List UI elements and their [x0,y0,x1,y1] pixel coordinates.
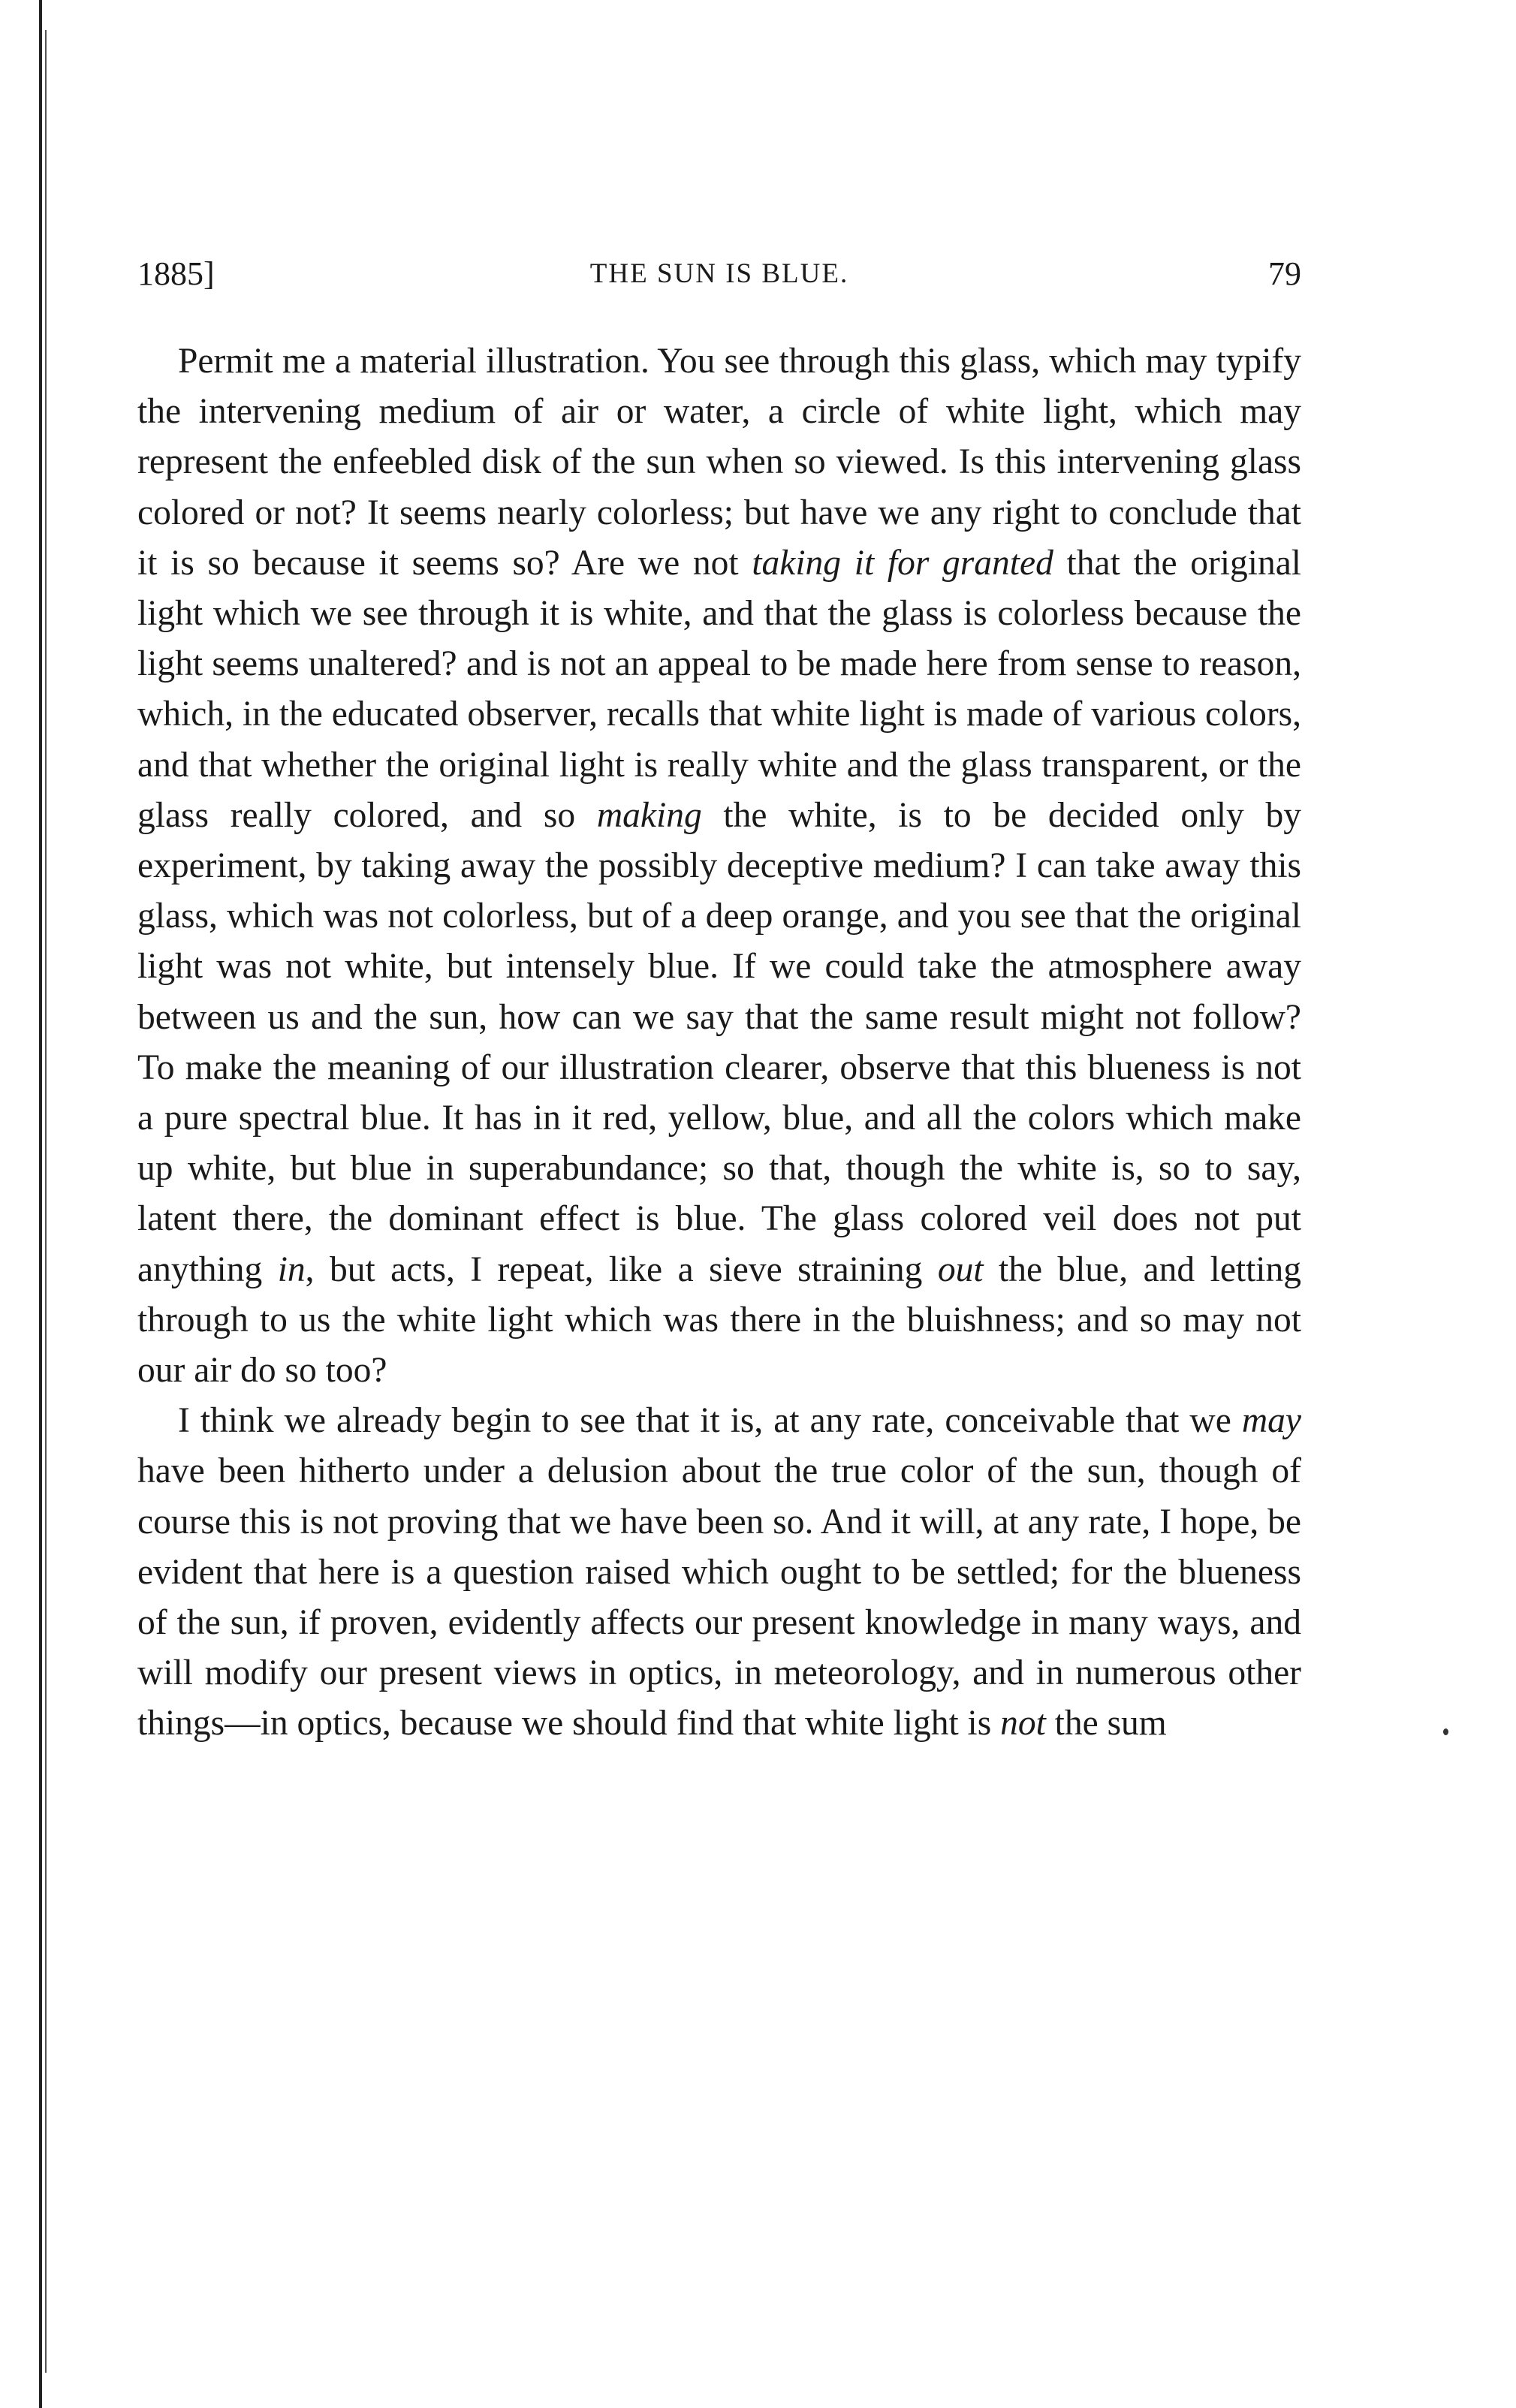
running-header [137,248,1301,300]
text-run: the sum [1045,1704,1167,1743]
italic-text-run: in [277,1249,306,1289]
page-number: 79 [1268,255,1301,292]
running-title: THE SUN IS BLUE. [589,258,849,289]
header-year: 1885] [137,255,215,292]
italic-text-run: taking it for granted [752,543,1053,583]
page-binding-shadow [45,30,47,2373]
book-page [137,248,1301,1749]
paragraph [137,336,1301,1396]
text-run: the blue, and letting through to us the white light which was there in the bluishness; and so may not our air do so too? [137,1249,1301,1391]
text-run: that the original light which we see through it is white, and that the glass is colorless because the light seems unaltered? and is not an appeal to be made here from sense to reason, which, in the educated observer, recalls that white light is made of various colors, and that whether the original light is really white and the glass transparent, or the glass really colored, and so [137,543,1301,835]
page-binding-edge [39,0,42,2408]
italic-text-run: out [937,1249,984,1289]
text-run: Permit me a material illustration. You see through this glass, which may typify the intervening medium of air or water, a circle of white light, which may represent the enfeebled disk of the sun when so viewed. Is this intervening glass colored or not? It seems nearly colorless; but have we any right to conclude that it is so because it seems so? Are we not [137,342,1301,583]
italic-text-run: may [1241,1401,1301,1441]
text-run: , but acts, I repeat, like a sieve straining [305,1249,938,1289]
italic-text-run: not [1000,1704,1046,1743]
paragraph [137,1396,1301,1749]
text-run: the white, is to be decided only by experiment, by taking away the possibly deceptive medium? I can take away this glass, which was not colorless, but of a deep orange, and you see that the original light was not white, but intensely blue. If we could take the atmosphere away between us and the sun, how can we say that the same result might not follow? To make the meaning of our illustration clearer, observe that this blueness is not a pure spectral blue. It has in it red, yellow, blue, and all the colors which make up white, but blue in superabundance; so that, though the white is, so to say, latent there, the dominant effect is blue. The glass colored veil does not put anything [137,795,1301,1289]
text-run: have been hitherto under a delusion about the true color of the sun, though of course this is not proving that we have been so. And it will, at any rate, I hope, be evident that here is a question raised which ought to be settled; for the blueness of the sun, if proven, evidently affects our present knowledge in many ways, and will modify our present views in optics, in meteorology, and in numerous other things—in optics, because we should find that white light is [137,1451,1301,1743]
body-text [137,336,1301,1749]
text-run: I think we already begin to see that it is, at any rate, conceivable that we [178,1401,1242,1441]
stray-ink-mark [1443,1728,1448,1735]
italic-text-run: making [596,795,702,835]
